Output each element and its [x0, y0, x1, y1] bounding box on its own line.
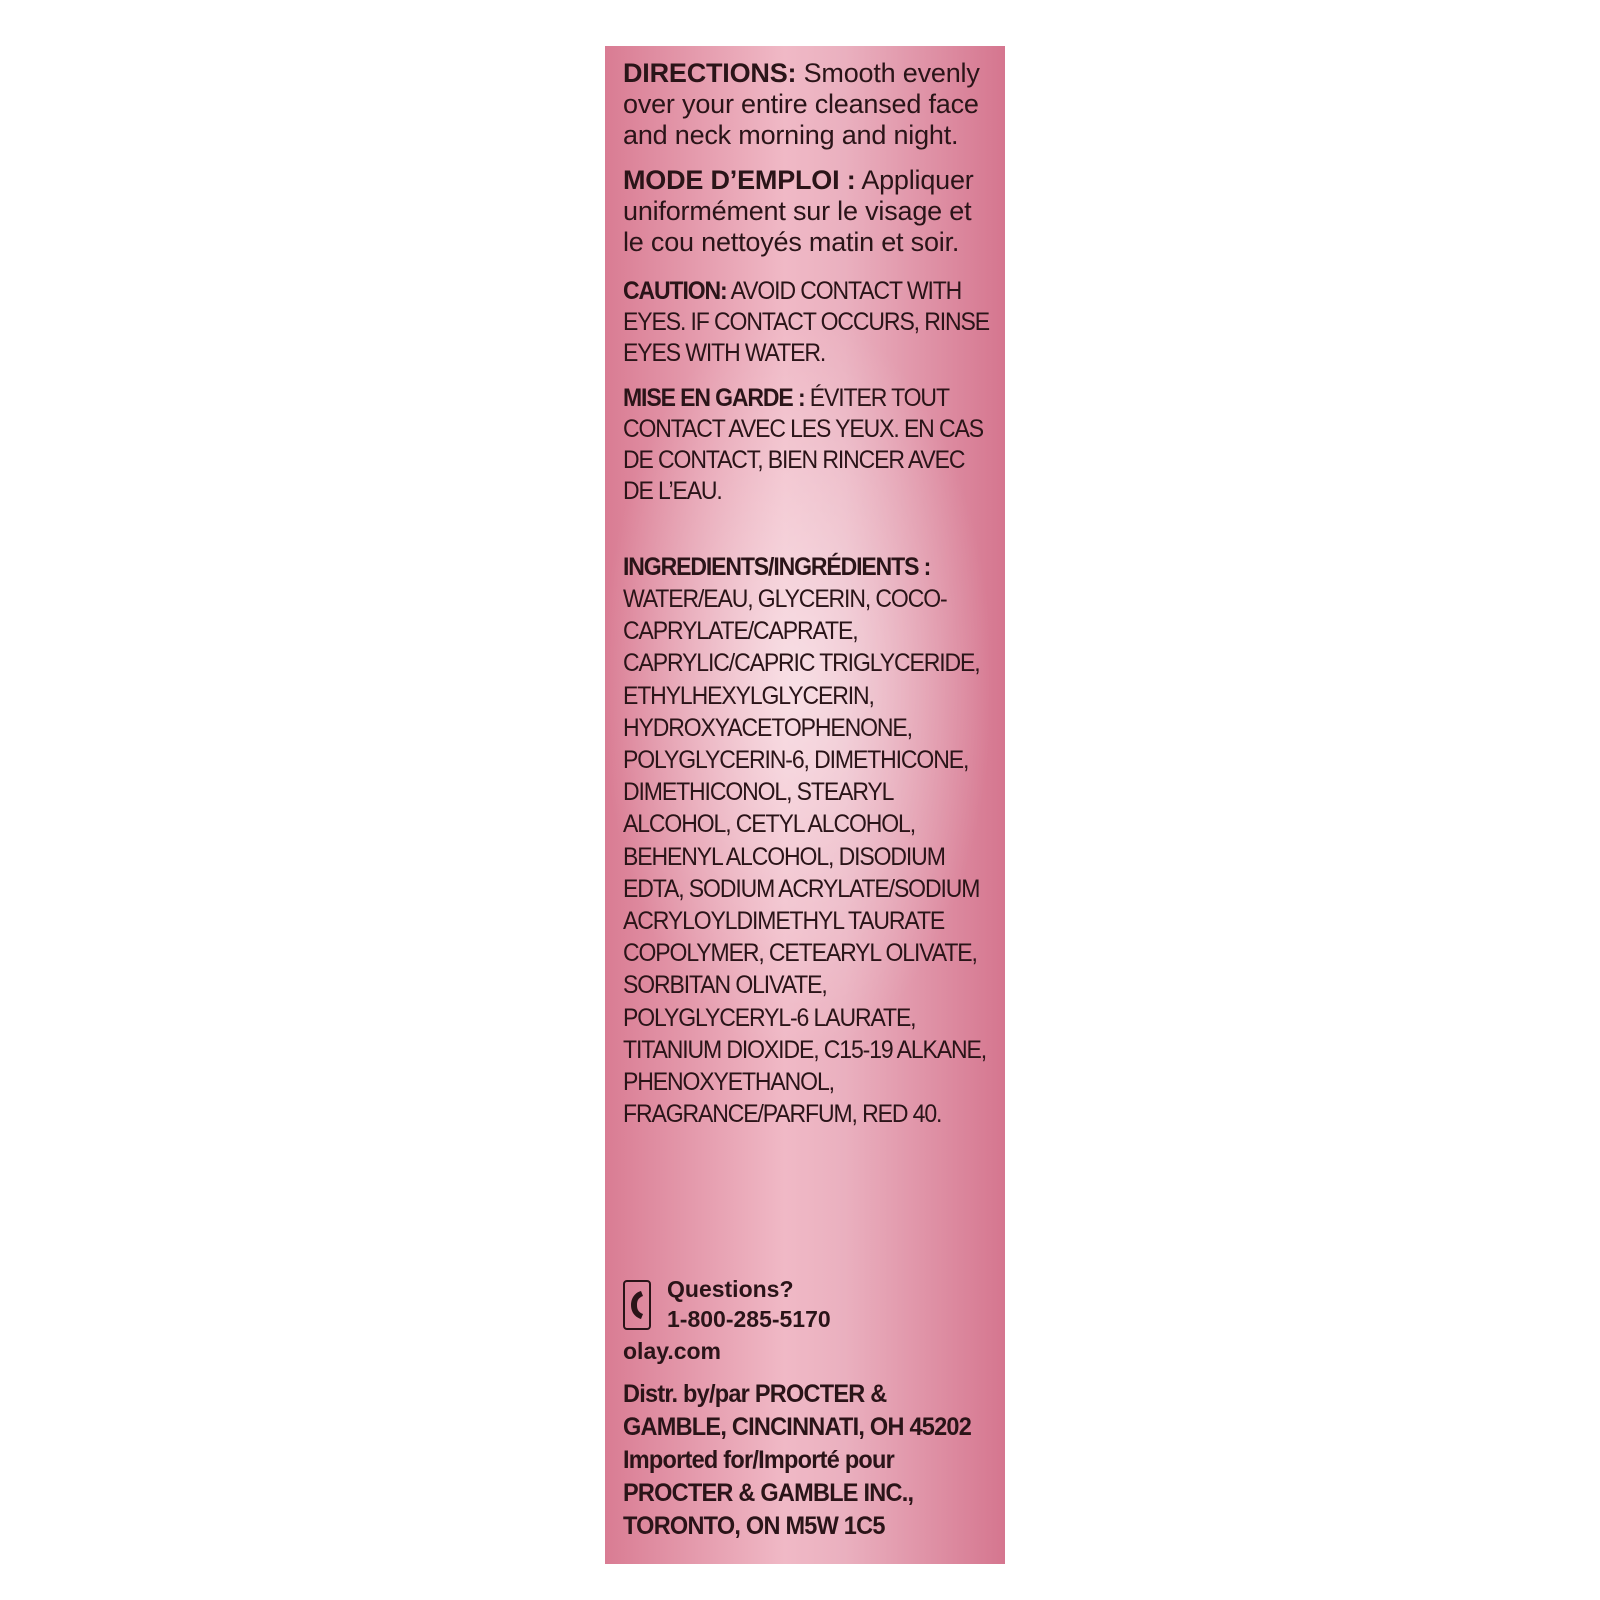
mise-en-garde-label: MISE EN GARDE : [623, 384, 805, 412]
contact-row [623, 1274, 993, 1334]
directions-section [623, 58, 993, 151]
phone-number: 1-800-285-5170 [667, 1306, 831, 1332]
phone-icon [623, 1280, 651, 1330]
mode-emploi-label: MODE D’EMPLOI : [623, 165, 856, 195]
questions-text: Questions? [667, 1276, 794, 1302]
caution-section [623, 276, 991, 369]
importer-text: Imported for/Importé pour PROCTER & GAMBLE INC., TORONTO, ON M5W 1C5 [623, 1446, 914, 1540]
caution-label: CAUTION: [623, 277, 727, 305]
mise-en-garde-section [623, 383, 991, 507]
caution-text: AVOID CONTACT WITH EYES. IF CONTACT OCCURS, RINSE EYES WITH WATER. [623, 277, 990, 367]
directions-text: Smooth evenly over your entire cleansed face and neck morning and night. [623, 58, 980, 150]
mode-emploi-section [623, 165, 993, 258]
directions-label: DIRECTIONS: [623, 58, 797, 88]
mode-emploi-text: Appliquer uniformément sur le visage et le cou nettoyés matin et soir. [623, 165, 974, 257]
ingredients-list: WATER/EAU, GLYCERIN, COCO-CAPRYLATE/CAPRATE, CAPRYLIC/CAPRIC TRIGLYCERIDE, ETHYLHEXYLGLYCERIN, HYDROXYACETOPHENONE, POLYGLYCERIN-6, DIMETHICONE, DIMETHICONOL, STEARYL ALCOHOL, CETYL ALCOHOL, BEHENYL ALCOHOL, DISODIUM EDTA, SODIUM ACRYLATE/SODIUM ACRYLOYLDIMETHYL TAURATE COPOLYMER, CETEARYL OLIVATE, SORBITAN OLIVATE, POLYGLYCERYL-6 LAURATE, TITANIUM DIOXIDE, C15-19 ALKANE, PHENOXYETHANOL, FRAGRANCE/PARFUM, RED 40. [623, 585, 987, 1129]
distributor-text: Distr. by/par PROCTER & GAMBLE, CINCINNATI, OH 45202 [623, 1380, 972, 1441]
ingredients-title: INGREDIENTS/INGRÉDIENTS : [623, 553, 931, 581]
product-label-panel [605, 46, 1005, 1564]
contact-section [623, 1274, 993, 1543]
mise-en-garde-text: ÉVITER TOUT CONTACT AVEC LES YEUX. EN CAS DE CONTACT, BIEN RINCER AVEC DE L’EAU. [623, 384, 983, 505]
website-text: olay.com [623, 1338, 721, 1364]
distributor-info [623, 1378, 992, 1543]
contact-lines [667, 1274, 831, 1334]
